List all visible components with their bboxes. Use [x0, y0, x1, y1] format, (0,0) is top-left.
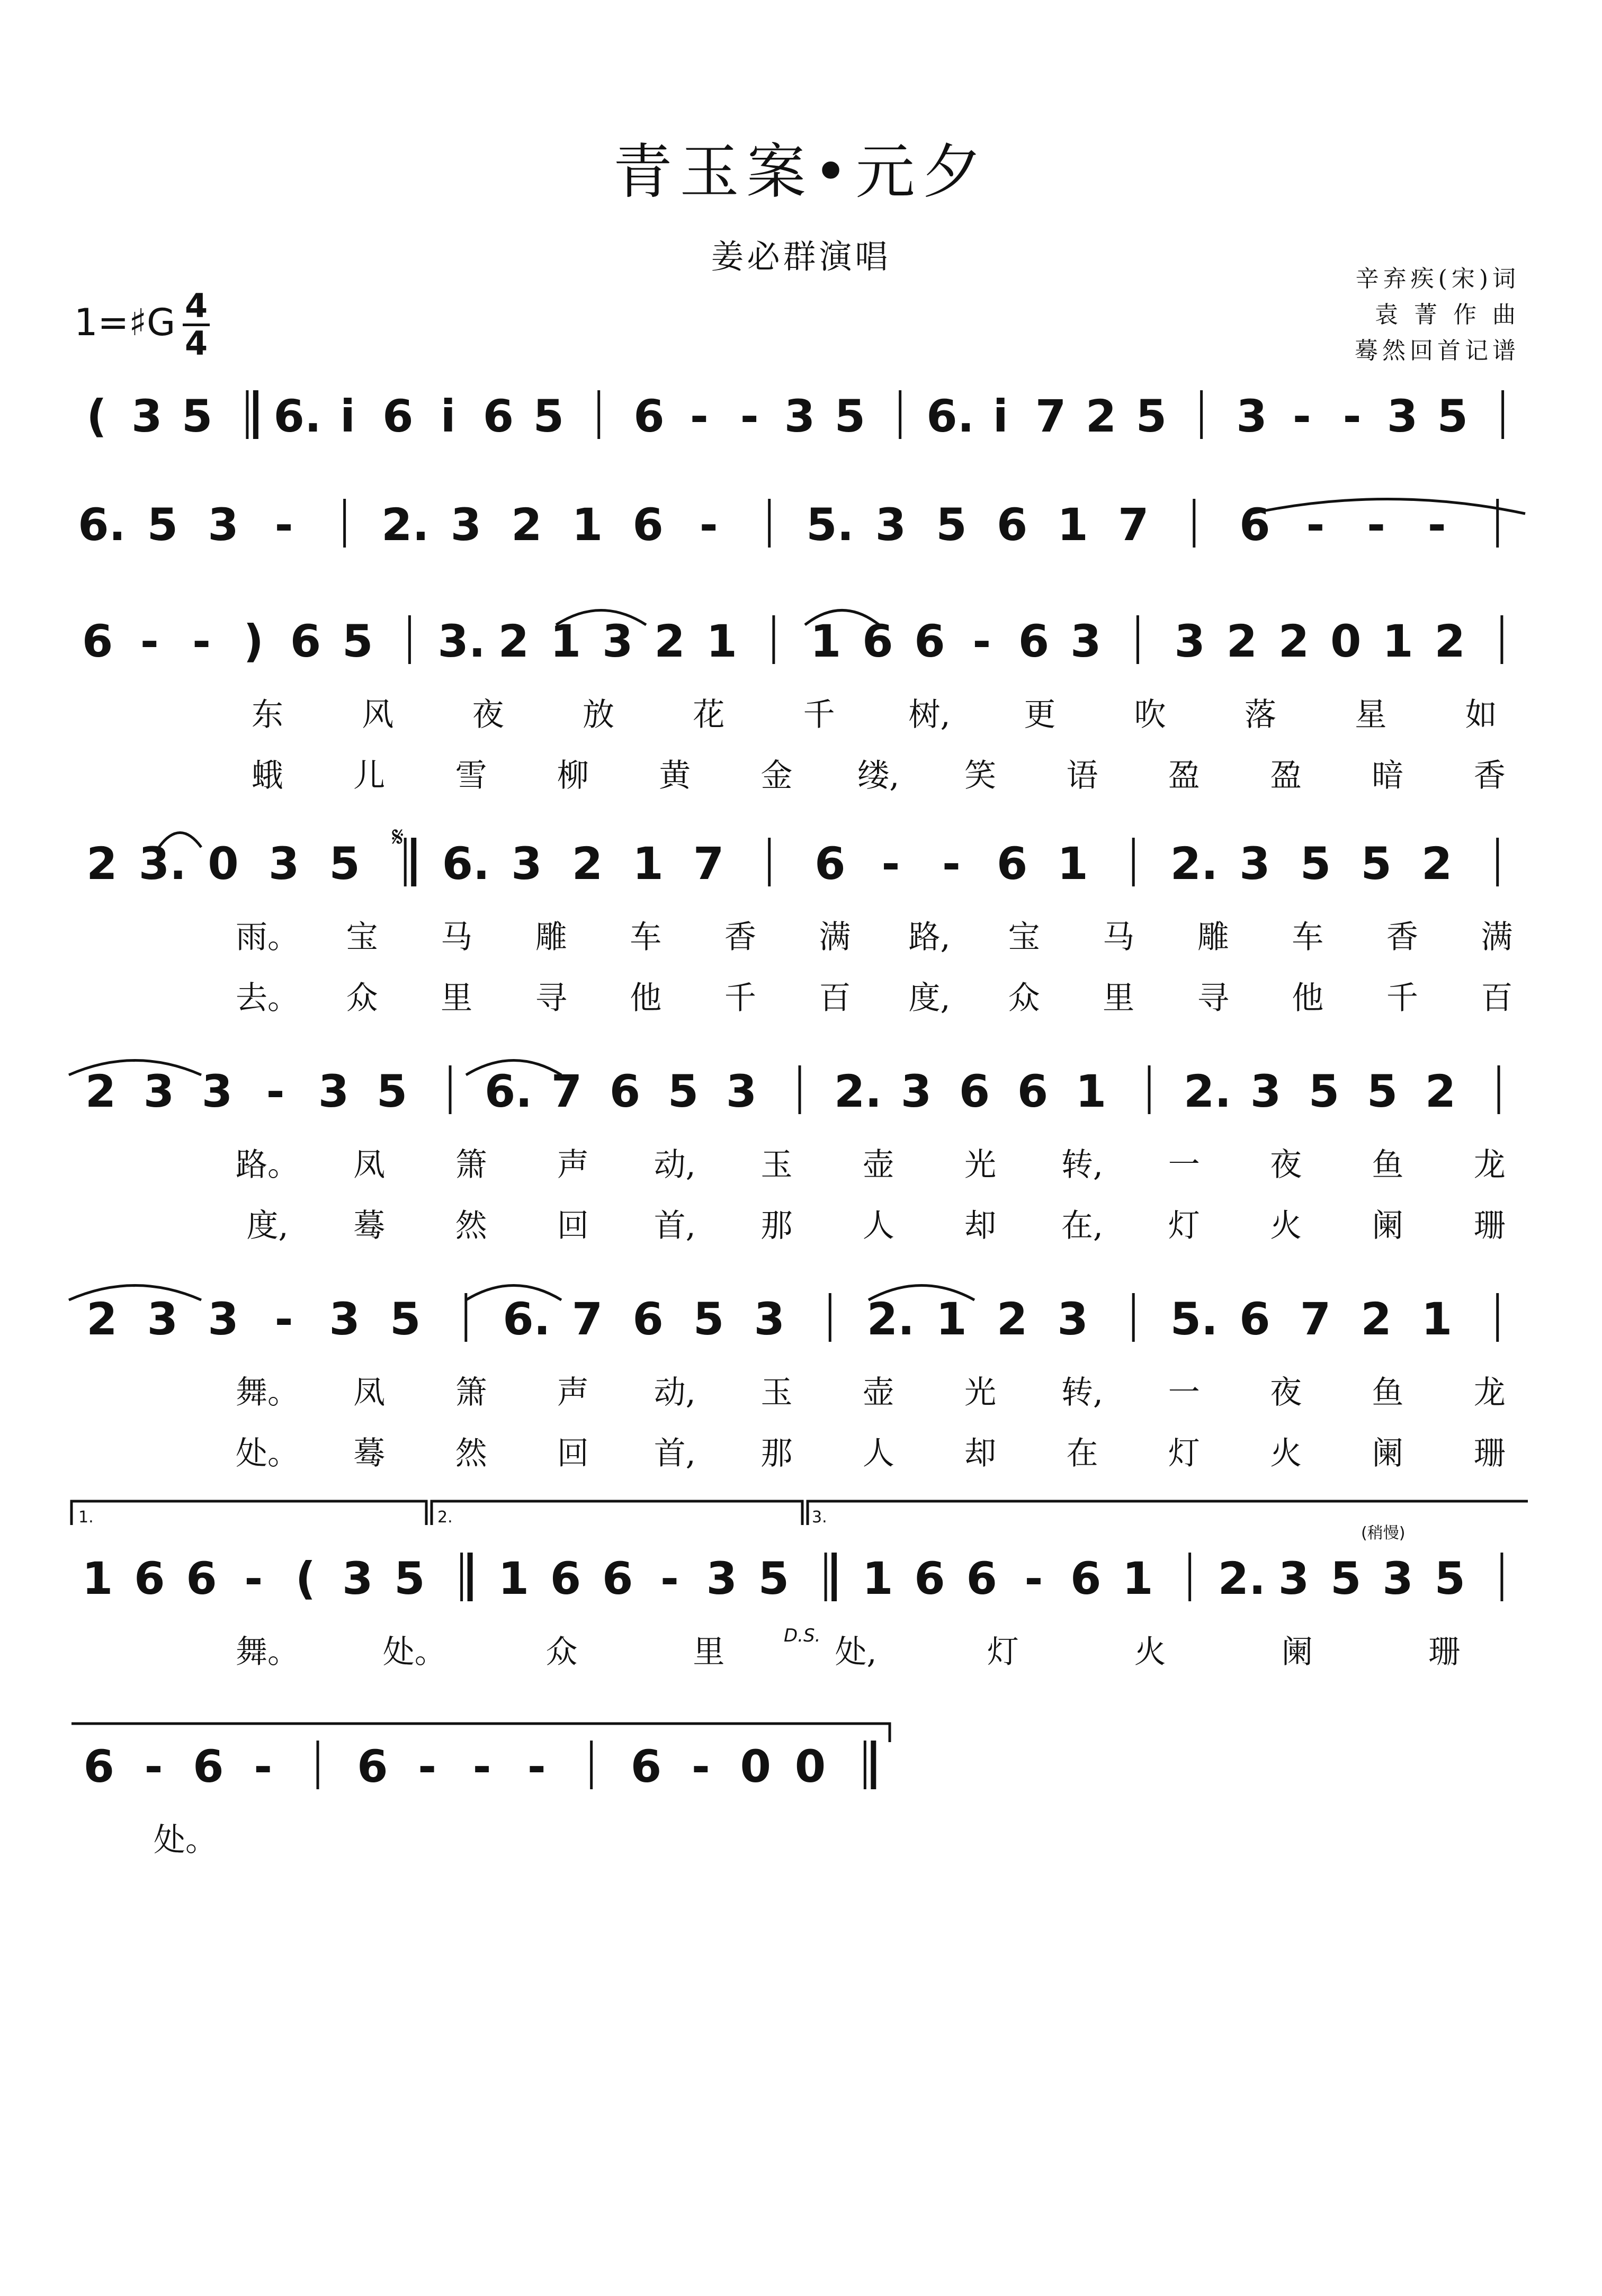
note: 2 [654, 615, 685, 667]
note: 3 [875, 499, 907, 551]
note: - [1343, 390, 1362, 442]
note: 7 [571, 1293, 603, 1345]
note: 3 [754, 1293, 785, 1345]
note: 6. [78, 499, 126, 551]
note: 6 [862, 615, 893, 667]
lyric-verse2: 却 [964, 1435, 997, 1472]
note: 1 [571, 499, 603, 551]
note: 2 [85, 1065, 117, 1117]
lyric-verse2: 暗 [1372, 757, 1404, 794]
lyric-verse2: 他 [1292, 980, 1324, 1017]
note: - [254, 1741, 273, 1792]
note: 6 [357, 1741, 388, 1792]
lyric-verse2: 蛾 [252, 757, 283, 794]
lyric-verse2: 黄 [659, 757, 691, 794]
note: 1 [1122, 1553, 1153, 1604]
note: 6 [996, 499, 1028, 551]
note: 3 [1070, 615, 1102, 667]
note: 0 [740, 1741, 771, 1792]
lyric-verse2: 那 [760, 1207, 793, 1244]
lyric-verse1: 光 [964, 1146, 997, 1183]
lyric-verse1: 车 [630, 919, 662, 956]
note: 5 [376, 1065, 408, 1117]
volta-2-label: 2. [437, 1508, 453, 1527]
note: 6 [82, 615, 113, 667]
lyric-verse1: 火 [1134, 1634, 1166, 1671]
note: 6. [484, 1065, 533, 1117]
lyric-verse2: 百 [1481, 980, 1513, 1017]
note: 6. [503, 1293, 551, 1345]
lyric-verse2: 寻 [535, 980, 567, 1017]
note: - [140, 615, 159, 667]
note: 5 [147, 499, 178, 551]
note: - [266, 1065, 285, 1117]
note: 2 [86, 838, 118, 890]
note: 7 [1117, 499, 1149, 551]
lyric-verse1: 众 [545, 1634, 578, 1671]
note: i [992, 390, 1008, 442]
note: 2 [498, 615, 530, 667]
note: 1 [1057, 499, 1088, 551]
lyric-verse1: 吹 [1134, 696, 1166, 733]
lyric-verse2: 里 [441, 980, 473, 1017]
note: 6 [1239, 1293, 1270, 1345]
lyric-verse1: 壶 [862, 1146, 894, 1183]
note: 5 [1308, 1065, 1340, 1117]
lyric-verse1: 一 [1168, 1146, 1200, 1183]
lyric-verse1: 夜 [472, 696, 504, 733]
note: 6 [959, 1065, 990, 1117]
note: 6 [186, 1553, 217, 1604]
note: 7 [551, 1065, 583, 1117]
lyric-verse1: 箫 [455, 1146, 487, 1183]
note: 1 [82, 1553, 113, 1604]
lyricist-credit: 辛弃疾(宋)词 [1355, 265, 1520, 292]
note: ( [295, 1553, 316, 1604]
note: - [1292, 390, 1311, 442]
lyric-verse1: 香 [724, 919, 756, 956]
note: 3. [437, 615, 486, 667]
lyric-verse2: 阑 [1372, 1207, 1404, 1244]
lyric-verse1: 雕 [1197, 919, 1229, 956]
lyric-verse1: 雨。 [236, 919, 299, 956]
note: 3. [138, 838, 187, 890]
note: 5 [1330, 1553, 1362, 1604]
lyric-verse1: 珊 [1428, 1634, 1461, 1671]
note: 2 [1085, 390, 1117, 442]
lyric-verse1: 落 [1245, 696, 1276, 733]
note: 6. [273, 390, 321, 442]
lyric-verse2: 缕, [857, 757, 900, 794]
note: - [1306, 499, 1325, 551]
lyric-verse1: 处, [835, 1634, 877, 1671]
lyric-verse1: 东 [252, 696, 283, 733]
lyric-verse2: 然 [455, 1207, 487, 1244]
lyric-verse1: 声 [557, 1146, 589, 1183]
lyric-verse2: 他 [630, 980, 662, 1017]
lyric-verse1: 鱼 [1372, 1374, 1404, 1411]
note: 7 [693, 838, 724, 890]
lyric-verse1: 转, [1061, 1374, 1104, 1411]
note: 5 [834, 390, 866, 442]
lyric-verse1: 凤 [353, 1146, 386, 1183]
note: - [1367, 499, 1385, 551]
note: 6 [633, 390, 665, 442]
note: 6 [1018, 615, 1050, 667]
note: 3 [147, 1293, 178, 1345]
lyric-verse2: 众 [1008, 980, 1040, 1017]
note: 6 [914, 615, 945, 667]
note: 5 [389, 1293, 421, 1345]
note: 6 [632, 1293, 664, 1345]
note: 3 [1278, 1553, 1310, 1604]
note: 6 [193, 1741, 224, 1792]
note: 5 [1437, 390, 1468, 442]
lyric-verse2: 笑 [964, 757, 997, 794]
lyric-verse2: 却 [964, 1207, 997, 1244]
lyric-verse2: 阑 [1372, 1435, 1404, 1472]
lyric-verse1: 玉 [760, 1146, 793, 1183]
lyric-verse1: 宝 [346, 919, 378, 956]
lyric-verse2: 度, [246, 1207, 289, 1244]
note: 1 [1382, 615, 1413, 667]
note: - [418, 1741, 437, 1792]
note: - [660, 1553, 679, 1604]
note: 2 [571, 838, 603, 890]
transcriber-credit: 蓦然回首记谱 [1355, 337, 1520, 364]
lyric-verse1: 放 [583, 696, 614, 733]
note: - [274, 499, 293, 551]
note: 3 [511, 838, 542, 890]
note: 2. [1218, 1553, 1266, 1604]
lyric-verse1: 龙 [1473, 1374, 1506, 1411]
lyric-verse1: 处。 [382, 1634, 446, 1671]
segno-sign: 𝄋 [392, 821, 404, 853]
note: 3 [1057, 1293, 1088, 1345]
note: 3 [1386, 390, 1418, 442]
lyric-verse1: 箫 [455, 1374, 487, 1411]
note: 5 [693, 1293, 724, 1345]
note: 3 [1236, 390, 1267, 442]
lyric-verse2: 千 [724, 980, 756, 1017]
lyric-verse1: 灯 [987, 1634, 1019, 1671]
note: 2 [1278, 615, 1310, 667]
note: 0 [1330, 615, 1362, 667]
note: 5 [1366, 1065, 1398, 1117]
note: 5. [806, 499, 854, 551]
note: i [440, 390, 456, 442]
lyric-verse1: 马 [441, 919, 473, 956]
note: 1 [498, 1553, 530, 1604]
note: 1 [1075, 1065, 1107, 1117]
note: 3 [900, 1065, 932, 1117]
note: 2 [86, 1293, 118, 1345]
note: 6 [382, 390, 414, 442]
note: 1 [1421, 1293, 1453, 1345]
lyric-verse2: 语 [1066, 757, 1098, 794]
lyric-verse2: 儿 [353, 757, 386, 794]
note: 1 [936, 1293, 967, 1345]
lyric-verse2: 回 [557, 1207, 589, 1244]
note: - [1427, 499, 1446, 551]
note: 3 [1382, 1553, 1413, 1604]
note: - [144, 1741, 163, 1792]
note: 5 [181, 390, 213, 442]
note: 6 [815, 838, 846, 890]
note: 3 [208, 1293, 239, 1345]
note: 5 [1135, 390, 1167, 442]
lyric-verse2: 灯 [1168, 1207, 1200, 1244]
note: 2 [1421, 838, 1453, 890]
lyric-verse1: 如 [1465, 696, 1497, 733]
lyric-verse1: 里 [693, 1634, 725, 1671]
lyric-verse1: 动, [654, 1146, 696, 1183]
note: 2 [511, 499, 542, 551]
lyric-verse1: 一 [1168, 1374, 1200, 1411]
lyric-verse1: 星 [1355, 696, 1387, 733]
note: 2. [834, 1065, 882, 1117]
note: 3 [201, 1065, 233, 1117]
lyric-verse2: 人 [862, 1435, 894, 1472]
lyric-verse2: 百 [819, 980, 851, 1017]
note: 5 [342, 615, 373, 667]
lyric-verse1: 处。 [154, 1822, 217, 1859]
note: - [690, 390, 709, 442]
note: 5 [1434, 1553, 1465, 1604]
note: 2. [381, 499, 429, 551]
note: 2 [1434, 615, 1465, 667]
key-signature: 1=♯G [74, 301, 176, 344]
note: - [244, 1553, 263, 1604]
note: 2 [996, 1293, 1028, 1345]
lyric-verse1: 龙 [1473, 1146, 1506, 1183]
note: 5 [329, 838, 360, 890]
note: 6 [602, 1553, 633, 1604]
lyric-verse2: 灯 [1168, 1435, 1200, 1472]
lyric-verse2: 在, [1061, 1207, 1104, 1244]
note: - [691, 1741, 710, 1792]
lyric-verse2: 众 [346, 980, 378, 1017]
note: 3 [706, 1553, 737, 1604]
lyric-verse2: 那 [760, 1435, 793, 1472]
lyric-verse1: 路, [908, 919, 951, 956]
note: 5 [394, 1553, 425, 1604]
lyric-verse2: 盈 [1168, 757, 1200, 794]
lyric-verse2: 然 [455, 1435, 487, 1472]
note: i [340, 390, 355, 442]
lyric-verse1: 香 [1386, 919, 1418, 956]
lyric-verse1: 雕 [535, 919, 567, 956]
note: - [699, 499, 718, 551]
lyric-verse1: 路。 [236, 1146, 299, 1183]
volta-1-label: 1. [78, 1508, 94, 1527]
note: - [942, 838, 961, 890]
meter-top: 4 [183, 289, 210, 326]
lyric-verse1: 声 [557, 1374, 589, 1411]
performer-line: 姜必群演唱 [711, 237, 891, 276]
composer-credit: 袁 菁 作 曲 [1375, 301, 1520, 328]
note: 6 [550, 1553, 581, 1604]
note: 5 [533, 390, 565, 442]
note: - [740, 390, 759, 442]
note: 3 [143, 1065, 175, 1117]
note: - [972, 615, 991, 667]
note: 6. [926, 390, 974, 442]
note: 1 [862, 1553, 893, 1604]
lyric-verse1: 舞。 [236, 1374, 299, 1411]
lyric-verse2: 人 [862, 1207, 894, 1244]
lyric-verse1: 千 [803, 696, 835, 733]
note: 1 [810, 615, 842, 667]
note: 6 [1239, 499, 1270, 551]
lyric-verse1: 夜 [1270, 1146, 1302, 1183]
note: 1 [706, 615, 737, 667]
lyric-verse2: 去。 [236, 980, 299, 1017]
note: ( [86, 390, 107, 442]
note: 3 [784, 390, 816, 442]
lyric-verse2: 珊 [1473, 1435, 1506, 1472]
note: 2. [866, 1293, 915, 1345]
note: 3 [726, 1065, 757, 1117]
lyric-verse2: 寻 [1197, 980, 1229, 1017]
note: - [192, 615, 211, 667]
lyric-verse2: 金 [760, 757, 793, 794]
lyric-verse1: 夜 [1270, 1374, 1302, 1411]
note: ) [243, 615, 264, 667]
lyric-verse2: 里 [1103, 980, 1135, 1017]
lyric-verse2: 火 [1270, 1207, 1302, 1244]
note: 7 [1300, 1293, 1331, 1345]
lyric-verse2: 香 [1473, 757, 1506, 794]
lyric-verse2: 珊 [1473, 1207, 1506, 1244]
tempo-note: (稍慢) [1361, 1524, 1406, 1542]
ds-mark: D.S. [784, 1625, 821, 1646]
note: 0 [794, 1741, 826, 1792]
note: 3 [1239, 838, 1270, 890]
lyric-verse2: 在 [1066, 1435, 1098, 1472]
lyric-verse1: 满 [1481, 919, 1513, 956]
note: 3 [1174, 615, 1205, 667]
lyric-verse2: 蓦 [353, 1435, 386, 1472]
lyric-verse1: 转, [1061, 1146, 1104, 1183]
note: - [274, 1293, 293, 1345]
note: 0 [208, 838, 239, 890]
note: 1 [632, 838, 664, 890]
note: 7 [1035, 390, 1067, 442]
song-title: 青玉案•元夕 [613, 138, 989, 207]
lyric-verse1: 风 [362, 696, 394, 733]
lyric-verse2: 火 [1270, 1435, 1302, 1472]
note: 6 [609, 1065, 641, 1117]
note: 6 [290, 615, 321, 667]
note: - [881, 838, 900, 890]
note: 6 [996, 838, 1028, 890]
lyric-verse2: 千 [1386, 980, 1418, 1017]
note: - [1024, 1553, 1043, 1604]
lyric-verse1: 满 [819, 919, 851, 956]
lyric-verse2: 首, [654, 1435, 696, 1472]
note: 6 [1017, 1065, 1049, 1117]
lyric-verse1: 马 [1103, 919, 1135, 956]
lyric-verse1: 玉 [760, 1374, 793, 1411]
lyric-verse2: 度, [908, 980, 951, 1017]
note: 3 [342, 1553, 373, 1604]
note: 2 [1361, 1293, 1392, 1345]
note: 6 [1070, 1553, 1102, 1604]
note: 6 [914, 1553, 945, 1604]
note: 3 [131, 390, 163, 442]
lyric-verse1: 车 [1292, 919, 1324, 956]
note: 5 [758, 1553, 790, 1604]
note: - [472, 1741, 491, 1792]
lyric-verse2: 处。 [236, 1435, 299, 1472]
note: 5 [1361, 838, 1392, 890]
note: 6 [134, 1553, 165, 1604]
lyric-verse1: 凤 [353, 1374, 386, 1411]
lyric-verse1: 舞。 [236, 1634, 299, 1671]
lyric-verse1: 动, [654, 1374, 696, 1411]
note: 3 [1250, 1065, 1282, 1117]
lyric-verse2: 柳 [557, 757, 589, 794]
note: 3 [318, 1065, 350, 1117]
note: 5 [936, 499, 967, 551]
lyric-verse1: 壶 [862, 1374, 894, 1411]
note: 2. [1183, 1065, 1232, 1117]
note: - [527, 1741, 546, 1792]
lyric-verse1: 光 [964, 1374, 997, 1411]
lyric-verse1: 阑 [1281, 1634, 1313, 1671]
note: 6 [630, 1741, 662, 1792]
note: 1 [1057, 838, 1088, 890]
note: 3 [268, 838, 300, 890]
note: 6 [482, 390, 514, 442]
note: 3 [450, 499, 482, 551]
note: 6. [442, 838, 490, 890]
meter-bottom: 4 [185, 324, 208, 363]
note: 2 [1226, 615, 1258, 667]
note: 2 [1425, 1065, 1456, 1117]
lyric-verse1: 更 [1024, 696, 1056, 733]
lyric-verse2: 首, [654, 1207, 696, 1244]
note: 1 [550, 615, 581, 667]
lyric-verse1: 花 [693, 696, 725, 733]
note: 5. [1170, 1293, 1218, 1345]
lyric-verse1: 宝 [1008, 919, 1040, 956]
note: 5 [1300, 838, 1331, 890]
note: 6 [83, 1741, 114, 1792]
lyric-verse1: 树, [908, 696, 951, 733]
lyric-verse2: 回 [557, 1435, 589, 1472]
note: 6 [632, 499, 664, 551]
note: 3 [208, 499, 239, 551]
note: 3 [602, 615, 633, 667]
note: 5 [667, 1065, 699, 1117]
note: 2. [1170, 838, 1218, 890]
volta-3-label: 3. [812, 1508, 827, 1527]
lyric-verse2: 盈 [1270, 757, 1302, 794]
lyric-verse2: 蓦 [353, 1207, 386, 1244]
lyric-verse1: 鱼 [1372, 1146, 1404, 1183]
lyric-verse2: 雪 [455, 757, 487, 794]
note: 3 [329, 1293, 360, 1345]
note: 6 [966, 1553, 997, 1604]
